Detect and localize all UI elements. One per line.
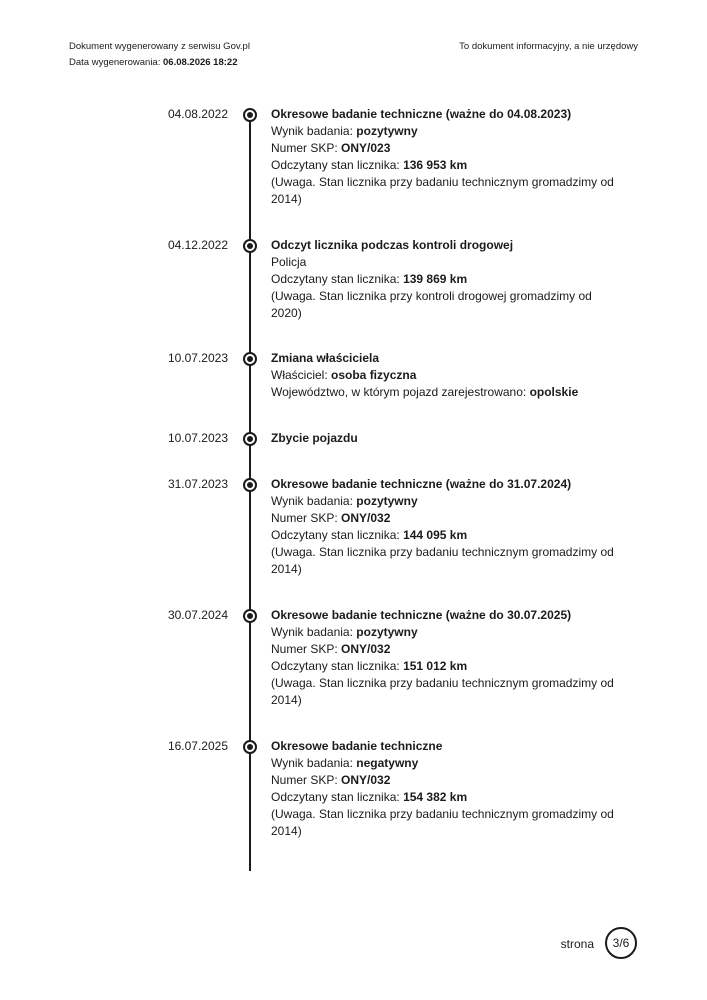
event-detail	[271, 624, 616, 641]
generated-value: 06.08.2026 18:22	[163, 57, 238, 68]
event-content	[271, 738, 616, 840]
detail-label: Odczytany stan licznika:	[271, 790, 400, 804]
detail-label: Odczytany stan licznika:	[271, 158, 400, 172]
event-detail	[271, 755, 616, 772]
event-note: (Uwaga. Stan licznika przy badaniu technicznym gromadzimy od 2014)	[271, 676, 614, 707]
event-date: 10.07.2023	[167, 351, 228, 365]
detail-value: 154 382 km	[403, 790, 468, 804]
event-date: 31.07.2023	[167, 477, 228, 491]
event-date: 16.07.2025	[167, 739, 228, 753]
event-date: 30.07.2024	[167, 608, 228, 622]
page-label: strona	[560, 937, 594, 951]
event-detail	[271, 157, 616, 174]
page-number-badge: 3/6	[605, 927, 637, 959]
detail-label: Odczytany stan licznika:	[271, 659, 400, 673]
event-title: Odczyt licznika podczas kontroli drogowej	[271, 238, 514, 252]
timeline-marker-icon	[243, 352, 257, 366]
detail-value: pozytywny	[356, 494, 418, 508]
header-generated-date	[69, 56, 237, 69]
detail-value: ONY/032	[341, 642, 391, 656]
detail-value: pozytywny	[356, 124, 418, 138]
event-detail	[271, 641, 616, 658]
event-note: (Uwaga. Stan licznika przy badaniu technicznym gromadzimy od 2014)	[271, 807, 614, 838]
timeline-marker-icon	[243, 609, 257, 623]
header-source: Dokument wygenerowany z serwisu Gov.pl	[69, 41, 250, 52]
detail-value: negatywny	[356, 756, 419, 770]
event-content	[271, 106, 616, 208]
event-note: (Uwaga. Stan licznika przy kontroli drogowej gromadzimy od 2020)	[271, 289, 592, 320]
timeline-marker-icon	[243, 432, 257, 446]
event-title: Okresowe badanie techniczne (ważne do 04.08.2023)	[271, 107, 572, 121]
detail-value: osoba fizyczna	[331, 368, 417, 382]
event-detail	[271, 789, 616, 806]
event-content	[271, 607, 616, 709]
event-content	[271, 350, 616, 401]
detail-value: ONY/032	[341, 773, 391, 787]
event-content	[271, 476, 616, 578]
detail-value: opolskie	[529, 385, 579, 399]
detail-label: Odczytany stan licznika:	[271, 528, 400, 542]
detail-label: Wynik badania:	[271, 756, 353, 770]
detail-value: ONY/023	[341, 141, 391, 155]
detail-label: Wynik badania:	[271, 494, 353, 508]
timeline-marker-icon	[243, 108, 257, 122]
event-detail	[271, 527, 616, 544]
event-date: 04.08.2022	[167, 107, 228, 121]
event-detail	[271, 510, 616, 527]
event-title: Okresowe badanie techniczne (ważne do 31.07.2024)	[271, 477, 572, 491]
timeline-marker-icon	[243, 239, 257, 253]
detail-value: 136 953 km	[403, 158, 468, 172]
event-detail	[271, 384, 616, 401]
detail-label: Właściciel:	[271, 368, 328, 382]
event-date: 10.07.2023	[167, 431, 228, 445]
detail-value: 139 869 km	[403, 272, 468, 286]
event-detail	[271, 140, 616, 157]
event-detail	[271, 271, 616, 288]
event-detail	[271, 367, 616, 384]
detail-label: Numer SKP:	[271, 511, 338, 525]
detail-value: 144 095 km	[403, 528, 468, 542]
event-title: Zmiana właściciela	[271, 351, 380, 365]
detail-label: Województwo, w którym pojazd zarejestrowano:	[271, 385, 527, 399]
detail-label: Numer SKP:	[271, 773, 338, 787]
generated-label: Data wygenerowania:	[69, 57, 161, 68]
event-source: Policja	[271, 255, 307, 269]
event-title: Zbycie pojazdu	[271, 431, 358, 445]
event-content	[271, 237, 616, 322]
event-detail	[271, 493, 616, 510]
event-note: (Uwaga. Stan licznika przy badaniu technicznym gromadzimy od 2014)	[271, 545, 614, 576]
detail-label: Odczytany stan licznika:	[271, 272, 400, 286]
event-title: Okresowe badanie techniczne (ważne do 30.07.2025)	[271, 608, 572, 622]
detail-label: Numer SKP:	[271, 642, 338, 656]
detail-value: 151 012 km	[403, 659, 468, 673]
event-detail	[271, 123, 616, 140]
event-detail	[271, 658, 616, 675]
detail-label: Numer SKP:	[271, 141, 338, 155]
timeline-line	[249, 114, 251, 871]
event-detail	[271, 772, 616, 789]
timeline-marker-icon	[243, 740, 257, 754]
timeline-marker-icon	[243, 478, 257, 492]
event-title: Okresowe badanie techniczne	[271, 739, 443, 753]
detail-label: Wynik badania:	[271, 124, 353, 138]
event-note: (Uwaga. Stan licznika przy badaniu technicznym gromadzimy od 2014)	[271, 175, 614, 206]
detail-value: ONY/032	[341, 511, 391, 525]
event-content	[271, 430, 616, 447]
event-date: 04.12.2022	[167, 238, 228, 252]
detail-value: pozytywny	[356, 625, 418, 639]
detail-label: Wynik badania:	[271, 625, 353, 639]
header-note: To dokument informacyjny, a nie urzędowy	[459, 41, 638, 52]
